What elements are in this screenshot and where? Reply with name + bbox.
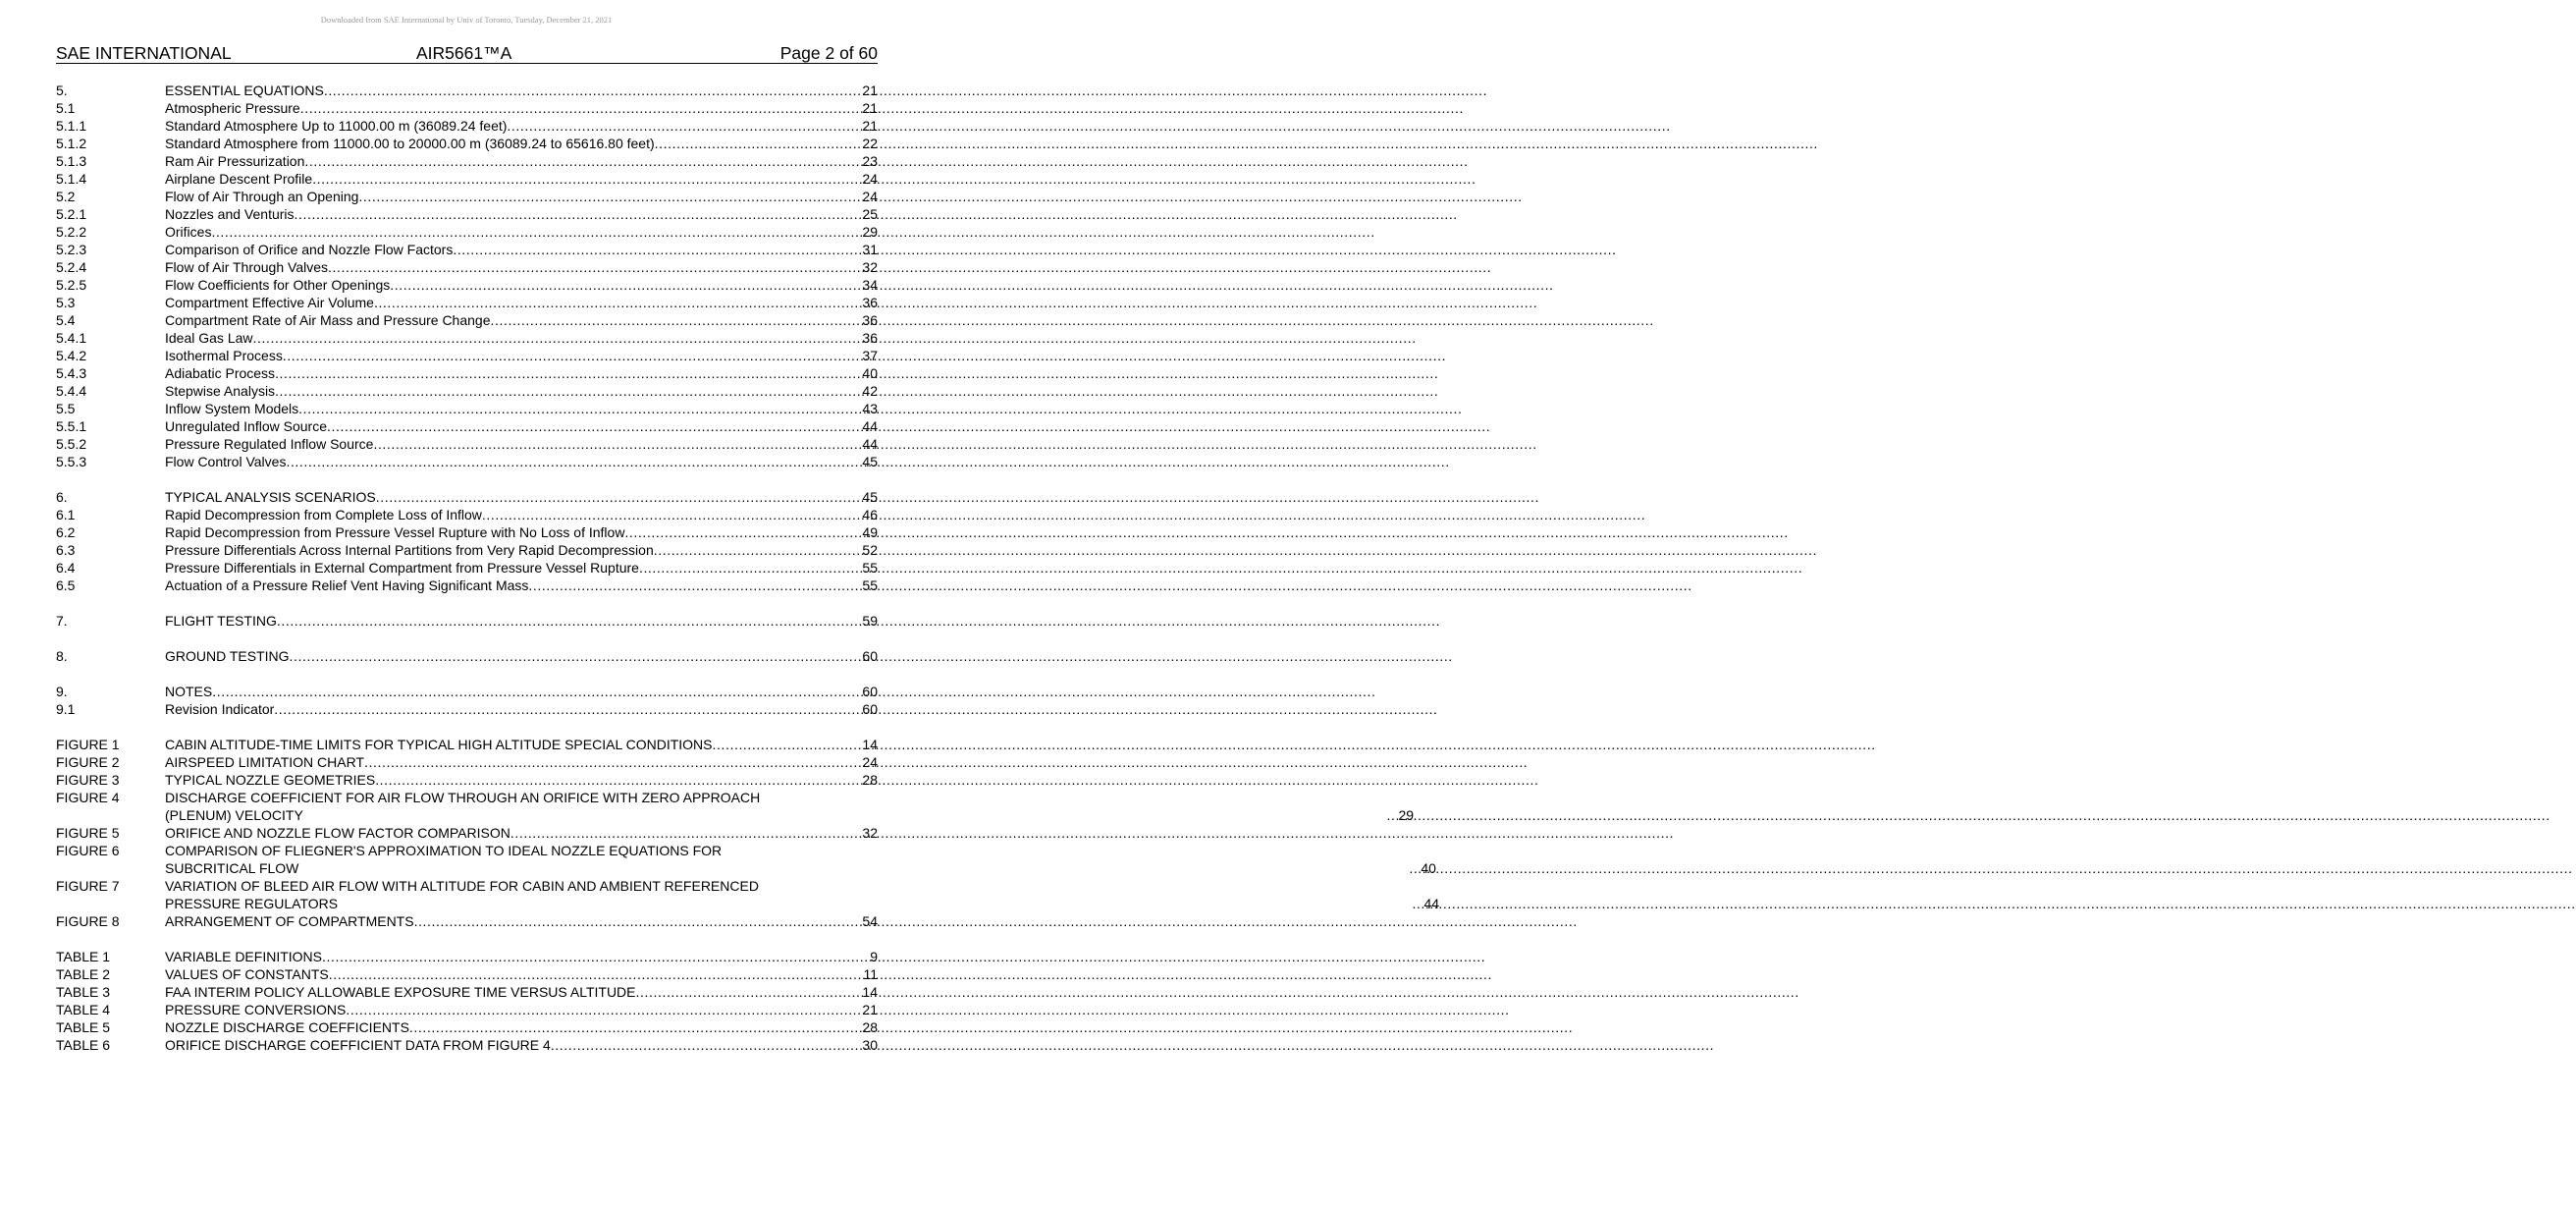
toc-entry-number: TABLE 3 bbox=[56, 984, 110, 1000]
toc-entry-number: 5. bbox=[56, 82, 68, 98]
toc-entry-title: Flow Coefficients for Other Openings bbox=[165, 277, 391, 293]
toc-entry-page: 46 bbox=[862, 507, 878, 522]
toc-entry-title: ORIFICE AND NOZZLE FLOW FACTOR COMPARISON bbox=[165, 825, 510, 841]
toc-entry-title: Inflow System Models bbox=[165, 401, 299, 416]
toc-entry-number: 5.4 bbox=[56, 312, 76, 328]
toc-entry-page: 44 bbox=[1423, 896, 1440, 911]
section-spacer bbox=[56, 930, 878, 948]
toc-entry-number: 5.4.1 bbox=[56, 330, 87, 346]
toc-entry-number: FIGURE 3 bbox=[56, 772, 120, 788]
toc-entry-title: Flow Control Valves bbox=[165, 454, 287, 469]
toc-entry[interactable] bbox=[56, 523, 878, 541]
toc-entry-number: 5.1.3 bbox=[56, 153, 87, 169]
dot-leader bbox=[482, 506, 861, 523]
dot-leader bbox=[507, 117, 860, 135]
toc-entry-page: 55 bbox=[862, 577, 878, 593]
section-spacer bbox=[56, 594, 878, 612]
toc-entry-title: VARIABLE DEFINITIONS bbox=[165, 949, 322, 964]
toc-entry-number: 5.2.5 bbox=[56, 277, 87, 293]
toc-entry-page: 43 bbox=[862, 401, 878, 416]
toc-entry-title: Adiabatic Process bbox=[165, 365, 276, 381]
toc-entry-page: 45 bbox=[862, 454, 878, 469]
toc-entry[interactable] bbox=[56, 488, 878, 506]
toc-entry-page: 36 bbox=[862, 312, 878, 328]
table-of-contents bbox=[56, 82, 1440, 1054]
toc-entry[interactable] bbox=[56, 311, 878, 329]
toc-entry[interactable] bbox=[56, 223, 878, 241]
toc-entry-title-continued: PRESSURE REGULATORS bbox=[165, 896, 339, 911]
toc-entry[interactable] bbox=[56, 99, 878, 117]
dot-leader bbox=[376, 488, 861, 506]
toc-entry-page: 9 bbox=[870, 949, 878, 964]
toc-entry[interactable] bbox=[56, 241, 878, 258]
toc-entry-page: 11 bbox=[863, 966, 878, 982]
toc-entry[interactable] bbox=[56, 559, 878, 577]
toc-entry-page: 14 bbox=[862, 737, 878, 752]
toc-entry-title-continued: SUBCRITICAL FLOW bbox=[165, 860, 299, 876]
toc-entry[interactable] bbox=[56, 577, 878, 594]
toc-entry-title: NOTES bbox=[165, 684, 213, 699]
toc-entry[interactable] bbox=[56, 417, 878, 435]
toc-entry-page: 42 bbox=[862, 383, 878, 399]
toc-entry[interactable] bbox=[56, 1001, 878, 1018]
toc-entry-number: FIGURE 1 bbox=[56, 737, 120, 752]
section-spacer bbox=[56, 718, 878, 736]
toc-entry-title: Ram Air Pressurization bbox=[165, 153, 305, 169]
toc-entry-number: 5.4.4 bbox=[56, 383, 87, 399]
toc-entry-title: ESSENTIAL EQUATIONS bbox=[165, 82, 324, 98]
toc-entry[interactable] bbox=[56, 364, 878, 382]
dot-leader bbox=[300, 99, 861, 117]
toc-entry-title: Comparison of Orifice and Nozzle Flow Factors bbox=[165, 242, 454, 257]
toc-entry-number: 5.2.3 bbox=[56, 242, 87, 257]
toc-entry-title: GROUND TESTING bbox=[165, 648, 290, 664]
toc-entry-number: 5.4.3 bbox=[56, 365, 87, 381]
toc-entry-number: TABLE 6 bbox=[56, 1037, 110, 1053]
toc-entry[interactable] bbox=[56, 205, 878, 223]
toc-entry-title: CABIN ALTITUDE-TIME LIMITS FOR TYPICAL HIGH ALTITUDE SPECIAL CONDITIONS bbox=[165, 737, 713, 752]
header-organization: SAE INTERNATIONAL bbox=[56, 43, 232, 63]
toc-entry-page: 21 bbox=[862, 100, 878, 116]
dot-leader bbox=[1412, 895, 1422, 912]
section-spacer bbox=[56, 630, 878, 647]
toc-entry-title: TYPICAL ANALYSIS SCENARIOS bbox=[165, 489, 376, 505]
toc-entry-number: FIGURE 6 bbox=[56, 843, 120, 858]
dot-leader bbox=[373, 435, 860, 453]
toc-entry-number: 9.1 bbox=[56, 701, 76, 717]
toc-entry-title: VARIATION OF BLEED AIR FLOW WITH ALTITUDE FOR CABIN AND AMBIENT REFERENCED bbox=[165, 878, 759, 894]
dot-leader bbox=[639, 559, 860, 577]
toc-entry-page: 45 bbox=[862, 489, 878, 505]
toc-entry-page: 28 bbox=[862, 772, 878, 788]
toc-entry[interactable] bbox=[56, 258, 878, 276]
toc-entry-title: TYPICAL NOZZLE GEOMETRIES bbox=[165, 772, 376, 788]
toc-entry-title: VALUES OF CONSTANTS bbox=[165, 966, 329, 982]
toc-entry[interactable] bbox=[56, 117, 878, 135]
toc-entry-number: 5.3 bbox=[56, 295, 76, 310]
toc-entry-number: 7. bbox=[56, 613, 68, 629]
toc-entry-page: 24 bbox=[862, 754, 878, 770]
toc-entry[interactable] bbox=[56, 753, 878, 771]
dot-leader bbox=[510, 824, 861, 842]
toc-entry-title: Flow of Air Through an Opening bbox=[165, 189, 359, 204]
header-page-number: Page 2 of 60 bbox=[779, 43, 878, 63]
dot-leader bbox=[551, 1036, 861, 1054]
toc-entry-number: 6.1 bbox=[56, 507, 76, 522]
dot-leader bbox=[374, 294, 860, 311]
dot-leader bbox=[364, 753, 860, 771]
toc-entry[interactable] bbox=[56, 647, 878, 665]
toc-entry-number: TABLE 1 bbox=[56, 949, 110, 964]
toc-entry-number: 5.2.2 bbox=[56, 224, 87, 240]
toc-entry[interactable] bbox=[56, 771, 878, 789]
header-document-id: AIR5661™A bbox=[416, 43, 512, 63]
toc-entry-title: Isothermal Process bbox=[165, 348, 283, 363]
toc-entry-title: ARRANGEMENT OF COMPARTMENTS bbox=[165, 913, 414, 929]
toc-entry-number: 6.4 bbox=[56, 560, 76, 576]
toc-entry-title: Pressure Regulated Inflow Source bbox=[165, 436, 374, 452]
dot-leader bbox=[274, 700, 860, 718]
toc-entry-title: Orifices bbox=[165, 224, 212, 240]
toc-entry-number: 5.4.2 bbox=[56, 348, 87, 363]
toc-entry[interactable] bbox=[56, 1018, 878, 1036]
dot-leader bbox=[277, 612, 861, 630]
toc-entry-title: Atmospheric Pressure bbox=[165, 100, 300, 116]
toc-entry-number: 5.2 bbox=[56, 189, 76, 204]
toc-entry-number: FIGURE 4 bbox=[56, 790, 120, 805]
section-spacer bbox=[56, 470, 878, 488]
toc-entry-title: FLIGHT TESTING bbox=[165, 613, 277, 629]
dot-leader bbox=[491, 311, 861, 329]
toc-entry[interactable] bbox=[56, 453, 878, 470]
toc-entry-page: 22 bbox=[862, 136, 878, 151]
toc-entry-number: 6.3 bbox=[56, 542, 76, 558]
toc-entry[interactable] bbox=[56, 683, 878, 700]
dot-leader bbox=[375, 771, 860, 789]
toc-entry[interactable] bbox=[56, 400, 878, 417]
toc-entry-page: 21 bbox=[862, 82, 878, 98]
toc-entry-page: 24 bbox=[862, 189, 878, 204]
dot-leader bbox=[312, 170, 860, 188]
toc-entry-number: 5.1.2 bbox=[56, 136, 87, 151]
toc-entry-number: 5.1.1 bbox=[56, 118, 87, 134]
toc-entry[interactable] bbox=[56, 435, 878, 453]
toc-entry[interactable] bbox=[56, 789, 1415, 824]
toc-entry-title: Pressure Differentials Across Internal Partitions from Very Rapid Decompression bbox=[165, 542, 654, 558]
toc-entry[interactable] bbox=[56, 965, 878, 983]
toc-entry-number: FIGURE 2 bbox=[56, 754, 120, 770]
dot-leader bbox=[358, 188, 860, 205]
dot-leader bbox=[654, 541, 861, 559]
toc-entry-title: Ideal Gas Law bbox=[165, 330, 253, 346]
toc-entry-title: FAA INTERIM POLICY ALLOWABLE EXPOSURE TIME VERSUS ALTITUDE bbox=[165, 984, 636, 1000]
toc-entry-title: Revision Indicator bbox=[165, 701, 275, 717]
toc-entry[interactable] bbox=[56, 294, 878, 311]
toc-entry[interactable] bbox=[56, 170, 878, 188]
dot-leader bbox=[298, 400, 860, 417]
toc-entry-title: Pressure Differentials in External Compartment from Pressure Vessel Rupture bbox=[165, 560, 639, 576]
toc-entry-page: 60 bbox=[862, 684, 878, 699]
toc-entry-number: TABLE 4 bbox=[56, 1002, 110, 1017]
toc-entry-page: 34 bbox=[862, 277, 878, 293]
toc-entry-number: 5.1 bbox=[56, 100, 76, 116]
dot-leader bbox=[624, 523, 860, 541]
toc-entry-page: 21 bbox=[862, 118, 878, 134]
dot-leader bbox=[304, 152, 860, 170]
toc-entry-page: 54 bbox=[862, 913, 878, 929]
toc-entry[interactable] bbox=[56, 824, 878, 842]
toc-entry-page: 29 bbox=[862, 224, 878, 240]
toc-entry-page: 21 bbox=[862, 1002, 878, 1017]
toc-entry-page: 40 bbox=[862, 365, 878, 381]
toc-entry-page: 25 bbox=[862, 206, 878, 222]
toc-entry-page: 31 bbox=[862, 242, 878, 257]
toc-entry-page: 24 bbox=[862, 171, 878, 187]
dot-leader bbox=[290, 647, 861, 665]
dot-leader bbox=[346, 1001, 860, 1018]
toc-entry-title: DISCHARGE COEFFICIENT FOR AIR FLOW THROUGH AN ORIFICE WITH ZERO APPROACH bbox=[165, 790, 761, 805]
dot-leader bbox=[713, 736, 861, 753]
toc-entry-number: TABLE 5 bbox=[56, 1019, 110, 1035]
dot-leader bbox=[283, 347, 861, 364]
dot-leader bbox=[390, 276, 860, 294]
toc-entry-page: 14 bbox=[862, 984, 878, 1000]
toc-entry-number: 5.5.2 bbox=[56, 436, 87, 452]
dot-leader bbox=[322, 948, 868, 965]
dot-leader bbox=[324, 82, 861, 99]
toc-entry-page: 49 bbox=[862, 524, 878, 540]
dot-leader bbox=[409, 1018, 861, 1036]
toc-entry[interactable] bbox=[56, 347, 878, 364]
toc-entry[interactable] bbox=[56, 877, 1440, 912]
toc-entry-number: 5.5 bbox=[56, 401, 76, 416]
toc-entry[interactable] bbox=[56, 135, 878, 152]
section-spacer bbox=[56, 665, 878, 683]
toc-entry-number: 6.2 bbox=[56, 524, 76, 540]
toc-entry-page: 30 bbox=[862, 1037, 878, 1053]
toc-entry[interactable] bbox=[56, 152, 878, 170]
dot-leader bbox=[253, 329, 861, 347]
toc-entry-number: 6. bbox=[56, 489, 68, 505]
toc-entry-title: Stepwise Analysis bbox=[165, 383, 276, 399]
toc-entry[interactable] bbox=[56, 506, 878, 523]
toc-entry-title: Rapid Decompression from Pressure Vessel Rupture with No Loss of Inflow bbox=[165, 524, 625, 540]
toc-entry-number: FIGURE 7 bbox=[56, 878, 120, 894]
toc-entry-number: 5.5.1 bbox=[56, 418, 87, 434]
toc-entry-number: 5.2.1 bbox=[56, 206, 87, 222]
toc-entry-page: 44 bbox=[862, 436, 878, 452]
toc-entry-page: 55 bbox=[862, 560, 878, 576]
dot-leader bbox=[329, 965, 862, 983]
dot-leader bbox=[275, 364, 860, 382]
page-header bbox=[56, 43, 878, 64]
toc-entry-number: 9. bbox=[56, 684, 68, 699]
toc-entry-title: Flow of Air Through Valves bbox=[165, 259, 329, 275]
toc-entry-number: FIGURE 8 bbox=[56, 913, 120, 929]
toc-entry-title-continued: (PLENUM) VELOCITY bbox=[165, 807, 303, 823]
dot-leader bbox=[286, 453, 860, 470]
toc-entry-title: AIRSPEED LIMITATION CHART bbox=[165, 754, 365, 770]
toc-entry-title: COMPARISON OF FLIEGNER'S APPROXIMATION TO IDEAL NOZZLE EQUATIONS FOR bbox=[165, 843, 723, 858]
toc-entry-number: TABLE 2 bbox=[56, 966, 110, 982]
toc-entry-number: 6.5 bbox=[56, 577, 76, 593]
toc-entry-page: 60 bbox=[862, 648, 878, 664]
toc-entry[interactable] bbox=[56, 842, 1436, 877]
toc-entry-title: Compartment Effective Air Volume bbox=[165, 295, 374, 310]
toc-entry-page: 36 bbox=[862, 295, 878, 310]
toc-entry-title: NOZZLE DISCHARGE COEFFICIENTS bbox=[165, 1019, 409, 1035]
dot-leader bbox=[211, 223, 860, 241]
dot-leader bbox=[636, 983, 861, 1001]
toc-entry-number: 5.2.4 bbox=[56, 259, 87, 275]
dot-leader bbox=[327, 417, 860, 435]
toc-entry-number: 5.5.3 bbox=[56, 454, 87, 469]
toc-entry[interactable] bbox=[56, 612, 878, 630]
toc-entry[interactable] bbox=[56, 983, 878, 1001]
dot-leader bbox=[453, 241, 860, 258]
toc-entry[interactable] bbox=[56, 82, 878, 99]
dot-leader bbox=[328, 258, 860, 276]
dot-leader bbox=[212, 683, 860, 700]
toc-entry[interactable] bbox=[56, 541, 878, 559]
toc-entry[interactable] bbox=[56, 948, 878, 965]
toc-entry-number: 5.1.4 bbox=[56, 171, 87, 187]
toc-entry-page: 32 bbox=[862, 825, 878, 841]
toc-entry-title: Rapid Decompression from Complete Loss of Inflow bbox=[165, 507, 482, 522]
toc-entry-page: 37 bbox=[862, 348, 878, 363]
toc-entry[interactable] bbox=[56, 736, 878, 753]
dot-leader bbox=[275, 382, 860, 400]
toc-entry-title: Standard Atmosphere from 11000.00 to 20000.00 m (36089.24 to 65616.80 feet) bbox=[165, 136, 655, 151]
toc-entry-title: Standard Atmosphere Up to 11000.00 m (36089.24 feet) bbox=[165, 118, 508, 134]
dot-leader bbox=[1409, 859, 1419, 877]
toc-entry[interactable] bbox=[56, 1036, 878, 1054]
toc-entry[interactable] bbox=[56, 276, 878, 294]
toc-entry-number: FIGURE 5 bbox=[56, 825, 120, 841]
toc-entry-title: Unregulated Inflow Source bbox=[165, 418, 327, 434]
dot-leader bbox=[528, 577, 860, 594]
dot-leader bbox=[655, 135, 861, 152]
toc-entry-page: 32 bbox=[862, 259, 878, 275]
toc-entry[interactable] bbox=[56, 912, 878, 930]
toc-entry-page: 29 bbox=[1398, 807, 1415, 823]
toc-entry-title: PRESSURE CONVERSIONS bbox=[165, 1002, 347, 1017]
download-watermark: Downloaded from SAE International by Univ of Toronto, Tuesday, December 21, 2021 bbox=[320, 15, 613, 25]
toc-entry-number: 8. bbox=[56, 648, 68, 664]
dot-leader bbox=[1387, 806, 1397, 824]
toc-entry-page: 36 bbox=[862, 330, 878, 346]
toc-entry-page: 44 bbox=[862, 418, 878, 434]
toc-entry-title: ORIFICE DISCHARGE COEFFICIENT DATA FROM FIGURE 4 bbox=[165, 1037, 551, 1053]
dot-leader bbox=[295, 205, 861, 223]
toc-entry-title: Actuation of a Pressure Relief Vent Having Significant Mass bbox=[165, 577, 529, 593]
toc-entry[interactable] bbox=[56, 188, 878, 205]
toc-entry-page: 28 bbox=[862, 1019, 878, 1035]
toc-entry-page: 52 bbox=[862, 542, 878, 558]
toc-entry-page: 23 bbox=[862, 153, 878, 169]
dot-leader bbox=[414, 912, 861, 930]
toc-entry[interactable] bbox=[56, 382, 878, 400]
toc-entry-page: 40 bbox=[1421, 860, 1436, 876]
toc-entry-title: Airplane Descent Profile bbox=[165, 171, 313, 187]
toc-entry-page: 59 bbox=[862, 613, 878, 629]
toc-entry-title: Nozzles and Venturis bbox=[165, 206, 295, 222]
toc-entry[interactable] bbox=[56, 700, 878, 718]
toc-entry-page: 60 bbox=[862, 701, 878, 717]
toc-entry[interactable] bbox=[56, 329, 878, 347]
toc-entry-title: Compartment Rate of Air Mass and Pressure Change bbox=[165, 312, 491, 328]
